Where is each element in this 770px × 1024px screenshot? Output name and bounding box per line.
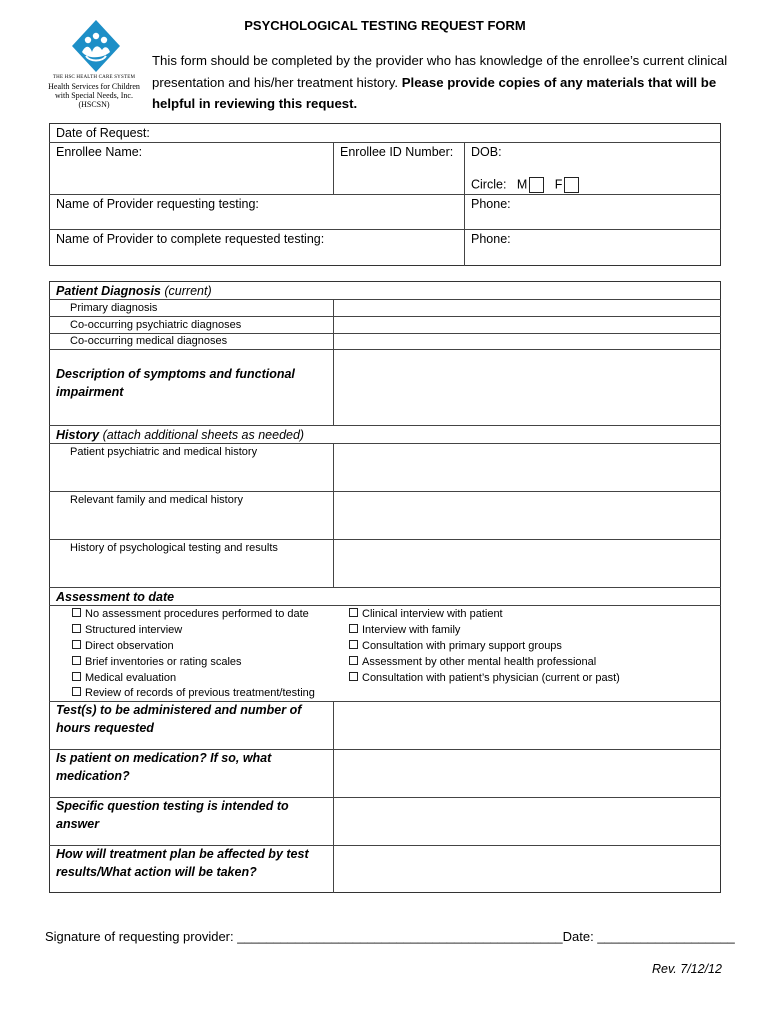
logo-abbr: (HSCSN): [78, 100, 110, 109]
assessment-option-none[interactable]: [72, 608, 309, 620]
circle-label: Circle:: [471, 177, 507, 192]
assessment-option-physician[interactable]: [349, 672, 620, 684]
assessment-option-label: Review of records of previous treatment/testing: [85, 687, 315, 699]
assessment-option-records[interactable]: [72, 687, 315, 699]
date-line[interactable]: ___________________: [597, 929, 735, 944]
checkbox[interactable]: [349, 624, 358, 633]
date-of-request-label: Date of Request:: [56, 126, 150, 140]
treatment-plan-line1: How will treatment plan be affected by test: [56, 847, 309, 861]
male-label: M: [516, 177, 528, 192]
tests-label-line1: Test(s) to be administered and number of: [56, 703, 302, 717]
intro-plain: This form should be completed by the provider who has knowledge of the enrollee’s current clinical presentation and his/her treatment history.: [152, 53, 728, 90]
assessment-option-medical[interactable]: [72, 672, 176, 684]
checkbox[interactable]: [349, 672, 358, 681]
intro-bold: Please provide copies of any materials that will be helpful in reviewing this request.: [152, 74, 717, 111]
form-title: PSYCHOLOGICAL TESTING REQUEST FORM: [244, 18, 526, 33]
logo-org-line2: with Special Needs, Inc.: [55, 91, 133, 100]
family-medical-history-label: Relevant family and medical history: [70, 494, 244, 506]
intro-paragraph: [152, 50, 732, 115]
history-heading: [56, 428, 304, 442]
specific-question-line: Specific question testing is intended to answer: [56, 799, 289, 831]
date-label: Date:: [562, 929, 594, 944]
gender-circle-row: [471, 177, 579, 193]
tests-label-line2: hours requested: [56, 720, 154, 735]
assessment-option-observation[interactable]: [72, 640, 174, 652]
enrollee-id-label: Enrollee ID Number:: [340, 145, 454, 159]
assessment-option-label: Brief inventories or rating scales: [85, 656, 242, 668]
assessment-option-label: Assessment by other mental health professional: [362, 656, 597, 668]
patient-diagnosis-title: Patient Diagnosis: [56, 284, 161, 298]
assessment-option-label: Medical evaluation: [85, 672, 177, 684]
phone-label-2: Phone:: [471, 232, 511, 246]
symptoms-label: [56, 366, 326, 401]
medication-label-line2: medication?: [56, 768, 130, 783]
assessment-option-label: Consultation with primary support groups: [362, 640, 562, 652]
phone-label-1: Phone:: [471, 197, 511, 211]
history-qualifier: (attach additional sheets as needed): [102, 428, 305, 442]
history-title: History: [56, 428, 100, 442]
treatment-plan-line2: results/What action will be taken?: [56, 864, 257, 879]
symptoms-label-line1: Description of symptoms and functional: [56, 367, 295, 381]
patient-diagnosis-heading: [56, 284, 212, 298]
checkbox[interactable]: [72, 672, 81, 681]
psychiatric-medical-history-label: Patient psychiatric and medical history: [70, 446, 258, 458]
assessment-option-support-groups[interactable]: [349, 640, 562, 652]
medical-diagnoses-label: Co-occurring medical diagnoses: [70, 335, 228, 347]
female-checkbox[interactable]: [564, 177, 579, 193]
logo-org-line1: Health Services for Children: [48, 82, 140, 91]
provider-requesting-label: Name of Provider requesting testing:: [56, 197, 259, 211]
checkbox[interactable]: [72, 608, 81, 617]
dob-label: DOB:: [471, 145, 502, 159]
assessment-option-label: Structured interview: [85, 624, 183, 636]
enrollee-name-label: Enrollee Name:: [56, 145, 143, 159]
assessment-option-clinical-interview[interactable]: [349, 608, 503, 620]
female-label: F: [554, 177, 563, 192]
checkbox[interactable]: [349, 608, 358, 617]
signature-label: Signature of requesting provider:: [45, 929, 234, 944]
assessment-option-family-interview[interactable]: [349, 624, 460, 636]
provider-complete-label: Name of Provider to complete requested testing:: [56, 232, 325, 246]
checkbox[interactable]: [72, 656, 81, 665]
assessment-option-label: Interview with family: [362, 624, 461, 636]
assessment-option-label: Clinical interview with patient: [362, 608, 503, 620]
tests-label: [56, 702, 326, 737]
psychiatric-diagnoses-label: Co-occurring psychiatric diagnoses: [70, 319, 242, 331]
specific-question-label: [56, 798, 331, 833]
assessment-option-other-professional[interactable]: [349, 656, 596, 668]
checkbox[interactable]: [72, 640, 81, 649]
psych-testing-history-label: History of psychological testing and results: [70, 542, 278, 554]
male-checkbox[interactable]: [529, 177, 544, 193]
assessment-option-inventories[interactable]: [72, 656, 242, 668]
medication-label-line1: Is patient on medication? If so, what: [56, 751, 272, 765]
primary-diagnosis-label: Primary diagnosis: [70, 302, 158, 314]
assessment-option-structured[interactable]: [72, 624, 182, 636]
revision-date: Rev. 7/12/12: [652, 962, 722, 976]
assessment-option-label: Consultation with patient’s physician (current or past): [362, 672, 620, 684]
assessment-option-label: No assessment procedures performed to date: [85, 608, 309, 620]
checkbox[interactable]: [349, 640, 358, 649]
logo-system-line: THE HSC HEALTH CARE SYSTEM: [52, 75, 136, 80]
symptoms-label-line2: impairment: [56, 384, 124, 399]
checkbox[interactable]: [72, 624, 81, 633]
medication-label: [56, 750, 326, 785]
signature-line[interactable]: _____________________________________________: [237, 929, 563, 944]
checkbox[interactable]: [72, 687, 81, 696]
patient-diagnosis-qualifier: (current): [164, 284, 212, 298]
checkbox[interactable]: [349, 656, 358, 665]
treatment-plan-label: [56, 846, 326, 881]
logo-text: [44, 73, 144, 109]
assessment-heading: Assessment to date: [56, 590, 175, 604]
signature-row: [45, 929, 735, 944]
assessment-option-label: Direct observation: [85, 640, 174, 652]
